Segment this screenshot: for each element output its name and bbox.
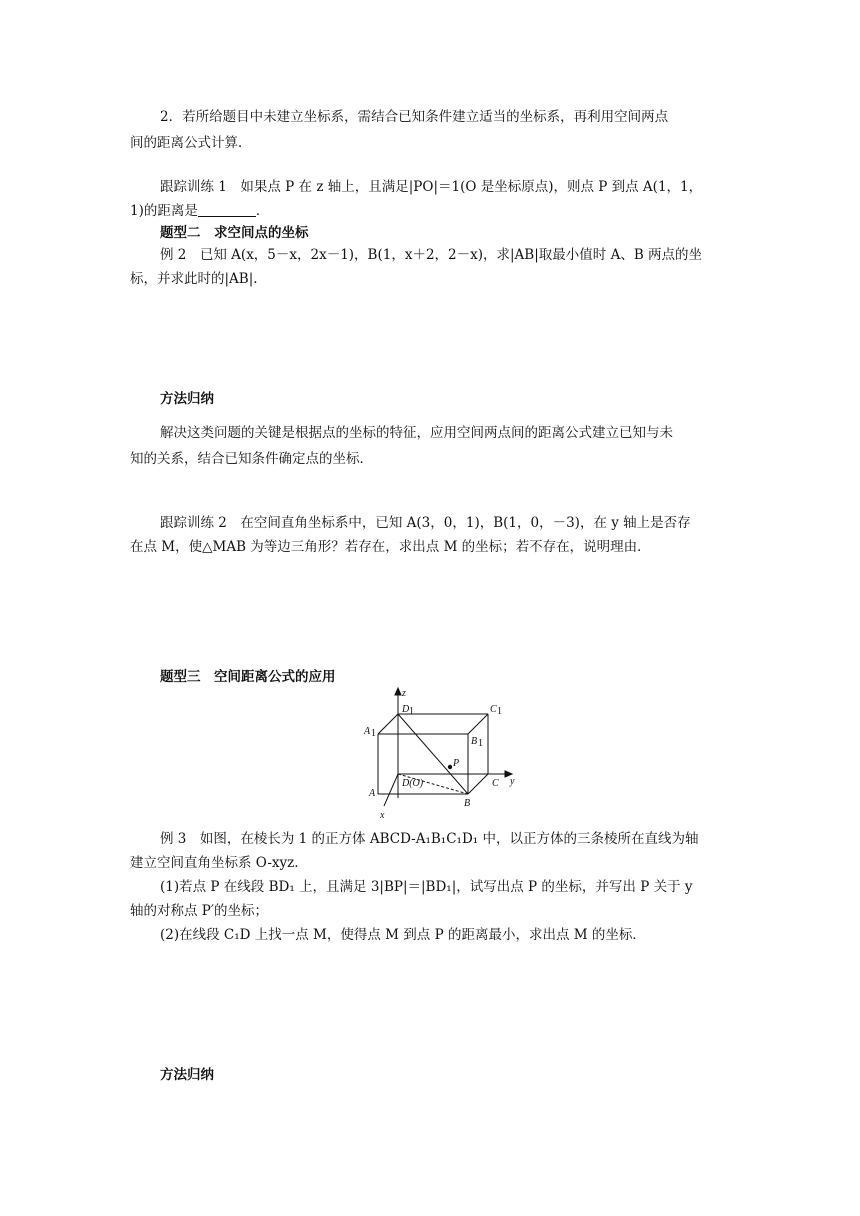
question-1-line-1: (1)若点 P 在线段 BD₁ 上，且满足 3|BP|＝|BD₁|，试写出点 P 的坐标，并写出 P 关于 y <box>160 879 693 895</box>
x-axis <box>384 774 398 806</box>
point-p <box>448 765 452 769</box>
example-3-line-1: 例 3 如图，在棱长为 1 的正方体 ABCD-A₁B₁C₁D₁ 中，以正方体的三条棱所在直线为轴 <box>160 831 699 847</box>
label-a1-sub: 1 <box>371 728 376 739</box>
label-d1: D <box>402 704 410 715</box>
edge-d1-a1 <box>378 714 398 734</box>
label-p: P <box>453 758 460 769</box>
answer-blank <box>198 202 256 217</box>
method-summary-line-1: 解决这类问题的关键是根据点的坐标的特征，应用空间两点间的距离公式建立已知与未 <box>160 425 673 441</box>
method-summary-heading-2: 方法归纳 <box>160 1067 214 1083</box>
track-training-2-line-2: 在点 M，使△MAB 为等边三角形？若存在，求出点 M 的坐标；若不存在，说明理由． <box>130 539 651 555</box>
track-training-1-end: ． <box>255 203 270 219</box>
label-c1: C <box>490 704 497 715</box>
label-a1: A <box>364 726 371 737</box>
label-y: y <box>510 776 515 787</box>
label-x: x <box>380 810 385 821</box>
cube-figure <box>364 686 532 824</box>
track-training-1-line-1: 跟踪训练 1 如果点 P 在 z 轴上，且满足|PO|＝1(O 是坐标原点)，则点 P 到点 A(1，1， <box>160 179 703 195</box>
example-2-line-2: 标，并求此时的|AB|. <box>130 271 258 287</box>
example-3-line-2: 建立空间直角坐标系 O-xyz. <box>130 855 299 871</box>
label-b1: B <box>471 736 478 747</box>
track-training-1-text: 1)的距离是 <box>130 203 198 219</box>
label-c1-sub: 1 <box>497 706 502 717</box>
question-2-line-1: (2)在线段 C₁D 上找一点 M，使得点 M 到点 P 的距离最小，求出点 M 的坐标． <box>160 927 646 943</box>
type-2-heading: 题型二 求空间点的坐标 <box>160 225 309 241</box>
type-3-heading: 题型三 空间距离公式的应用 <box>160 669 336 685</box>
label-b1-sub: 1 <box>478 738 483 749</box>
z-axis-arrow <box>395 688 401 695</box>
paragraph-2-line-1: 2．若所给题目中未建立坐标系，需结合已知条件建立适当的坐标系，再利用空间两点 <box>160 109 669 125</box>
method-summary-line-2: 知的关系，结合已知条件确定点的坐标． <box>130 451 373 467</box>
label-b: B <box>464 798 471 809</box>
label-a: A <box>369 788 376 799</box>
edge-b-c <box>468 774 488 794</box>
label-z: z <box>402 688 406 699</box>
question-1-line-2: 轴的对称点 P′的坐标； <box>130 903 268 919</box>
label-d1-sub: 1 <box>409 706 414 717</box>
example-2-line-1: 例 2 已知 A(x，5－x，2x－1)，B(1，x＋2，2－x)，求|AB|取最小值时 A、B 两点的坐 <box>160 247 703 263</box>
track-training-2-line-1: 跟踪训练 2 在空间直角坐标系中，已知 A(3，0，1)，B(1，0，－3)，在 y 轴上是否存 <box>160 515 691 531</box>
paragraph-2-line-2: 间的距离公式计算． <box>130 135 252 151</box>
method-summary-heading-1: 方法归纳 <box>160 391 214 407</box>
edge-c1-b1 <box>468 714 488 734</box>
label-c: C <box>492 778 499 789</box>
label-d-o: D(O) <box>402 778 424 789</box>
